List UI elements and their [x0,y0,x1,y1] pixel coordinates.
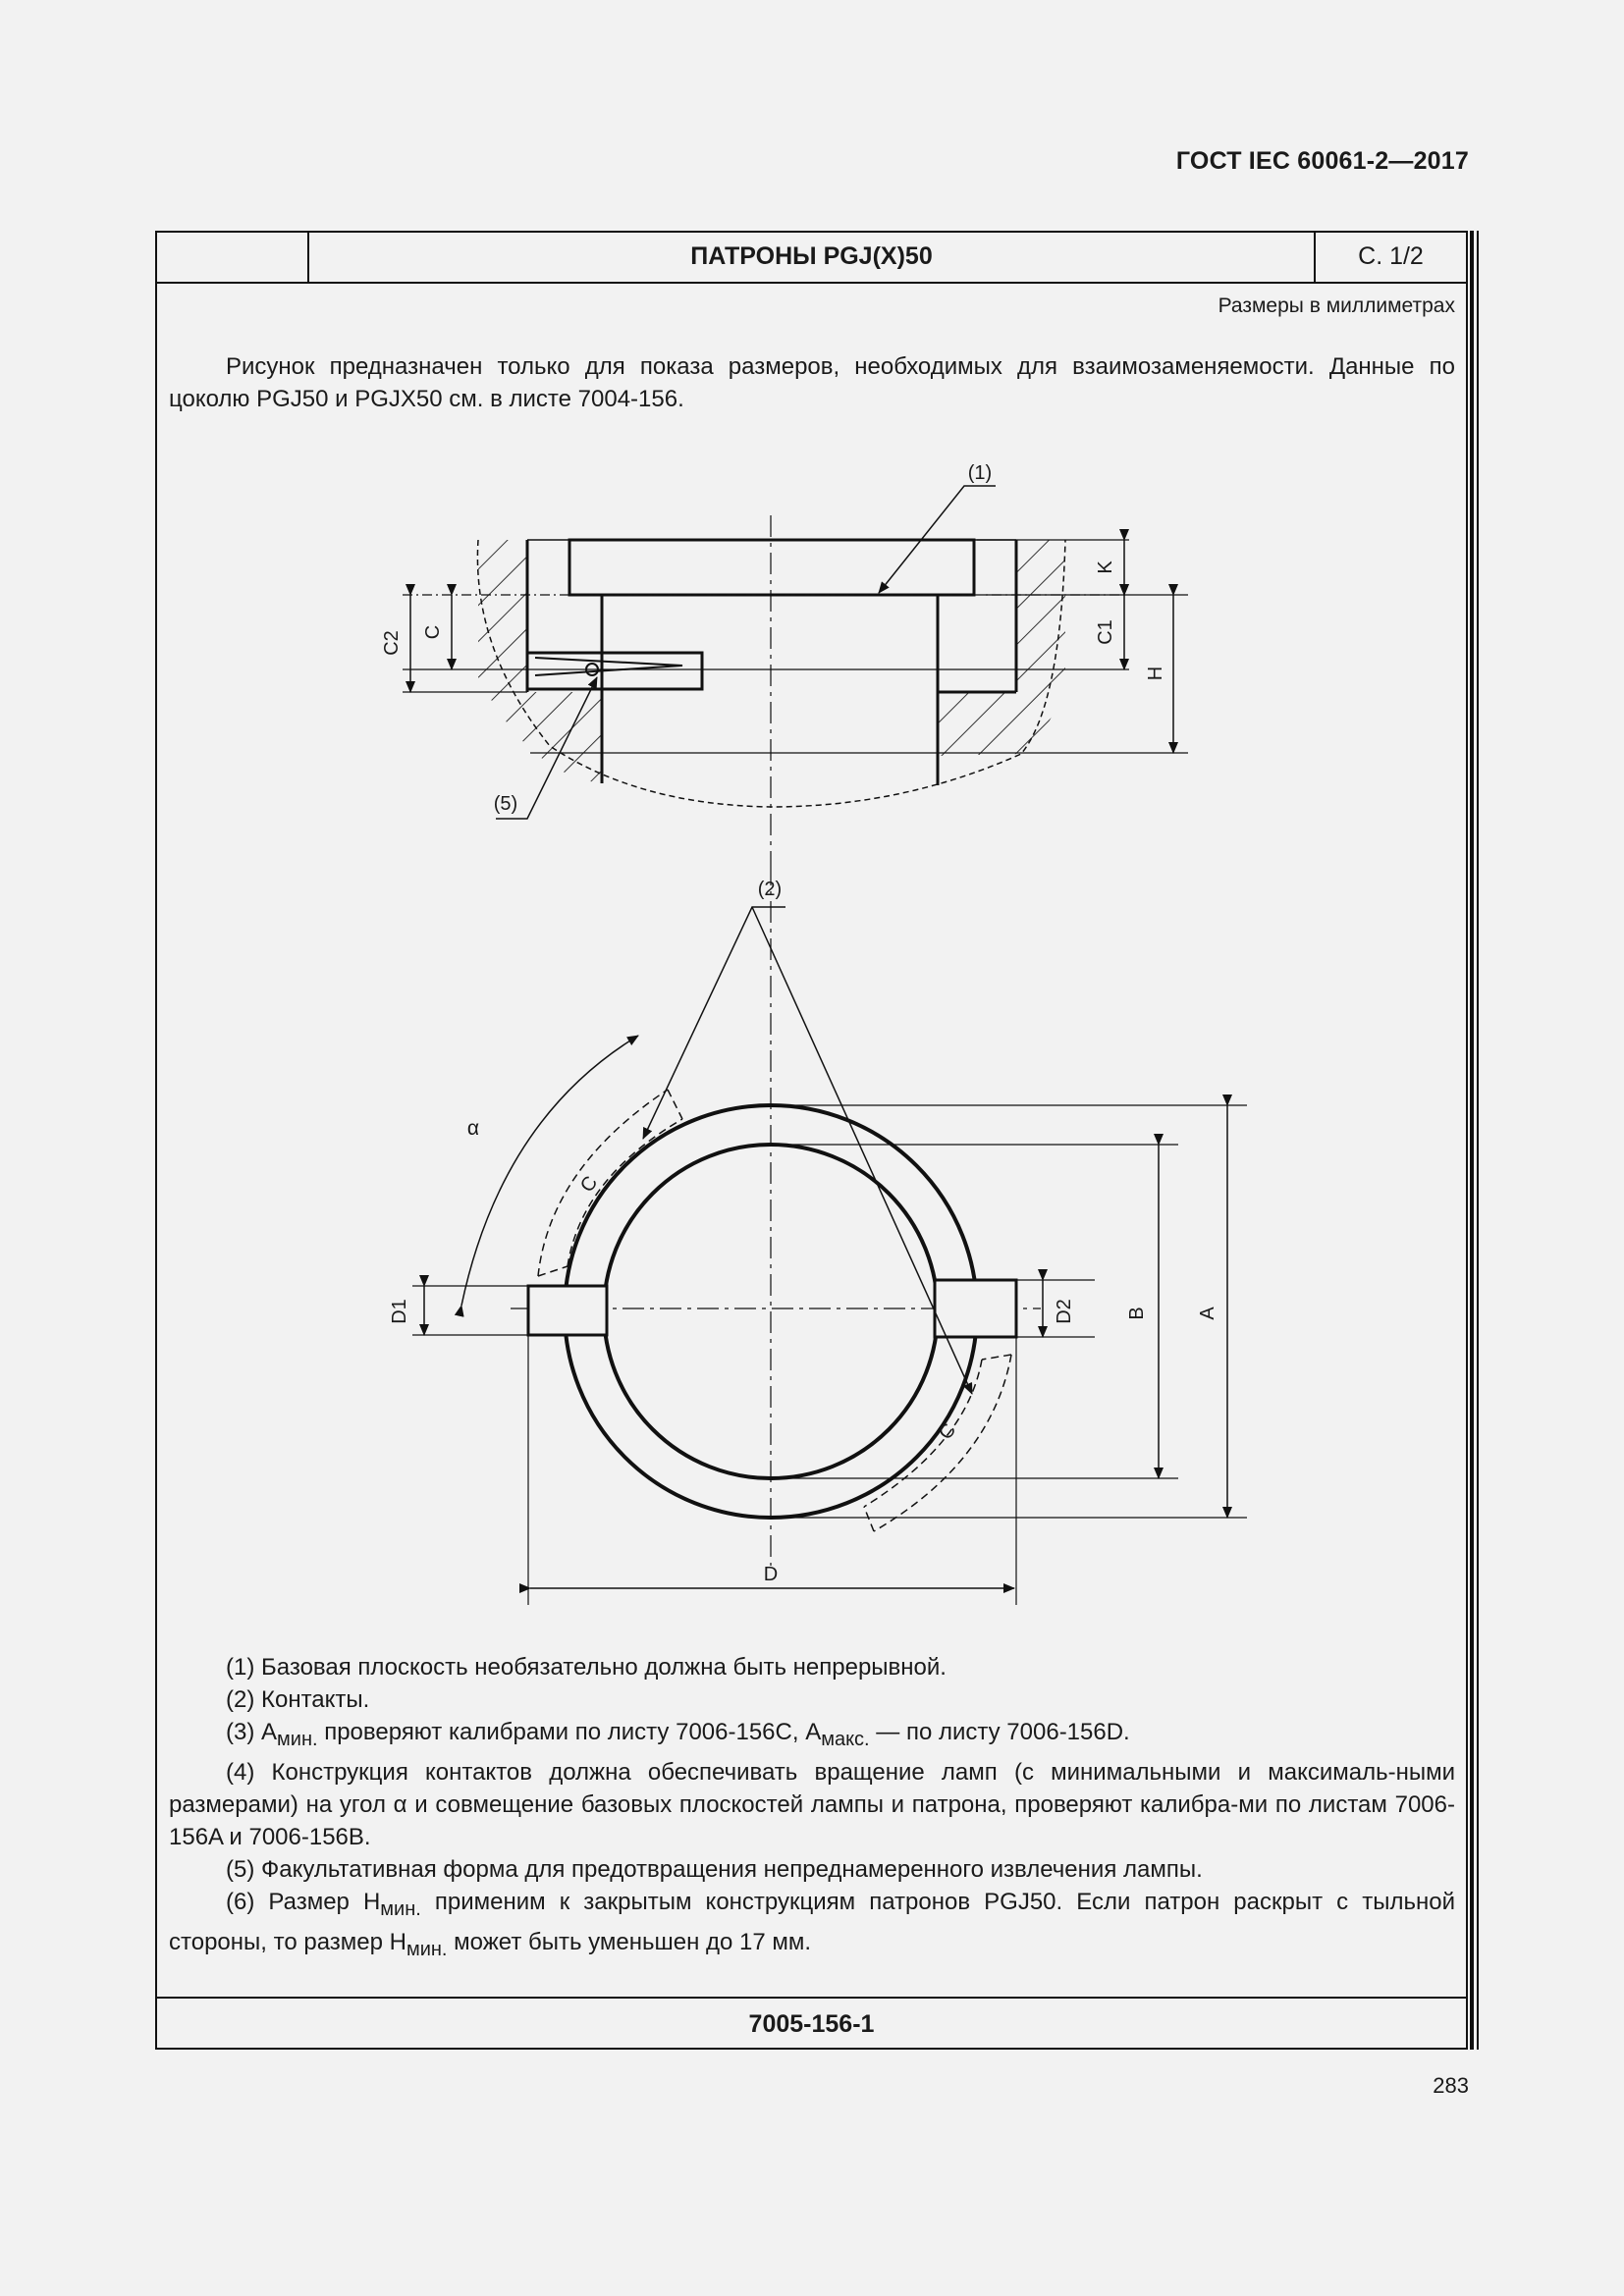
dim-C-label: C [422,624,444,640]
section-view [403,486,1188,864]
arc-C-upper-label: C [575,1172,603,1197]
dim-H-label: H [1145,666,1166,681]
callout-5: (5) [493,793,518,815]
note-5: (5) Факультативная форма для предотвращения непреднамеренного извлечения лампы. [226,1855,1203,1883]
dim-B-label: B [1126,1307,1148,1320]
note-2: (2) Контакты. [226,1686,370,1713]
sheet-number: 7005-156-1 [155,1997,1468,2050]
dim-D-label: D [763,1564,779,1585]
arc-C-lower-label: C [934,1419,961,1444]
sheet-page: С. 1/2 [1358,241,1424,270]
callout-2: (2) [757,879,783,900]
units-note: Размеры в миллиметрах [1218,294,1455,317]
dim-A-label: A [1197,1307,1218,1320]
dim-K-label: K [1095,561,1116,574]
note-6: (6) Размер $H_{мин.}$ применим к закрытым конструкциям патронов PGJ50. Если патрон раскрыт с тыльной стороны, то размер $H_{мин.}$ может быть уменьшен до 17 мм. [169,1888,1455,1960]
sheet-title: ПАТРОНЫ PGJ(X)50 [309,231,1316,282]
note-4: (4) Конструкция контактов должна обеспечивать вращение ламп (с минимальными и максималь-ными размерами) на угол α и совмещение базовых плоскостей лампы и патрона, проверяют калибра-ми по листам 7006-156A и 7006-156B. [169,1758,1455,1850]
note-3: (3) $А_{мин.}$ проверяют калибрами по листу 7006-156C, $А_{макс.}$ — по листу 7006-156D. [226,1719,1130,1750]
notes-list [169,1651,1455,1965]
note-1: (1) Базовая плоскость необязательно должна быть непрерывной. [226,1654,947,1681]
dim-C1-label: C1 [1095,619,1116,645]
dim-D2-label: D2 [1054,1299,1075,1324]
dim-C2-label: C2 [381,630,403,656]
plan-view [412,864,1247,1605]
page-number: 283 [1433,2073,1469,2098]
alpha-label: α [466,1117,480,1140]
dim-D1-label: D1 [389,1299,410,1324]
callout-1: (1) [967,462,993,484]
standard-designation: ГОСТ IEC 60061-2—2017 [1175,147,1469,175]
intro-text: Рисунок предназначен только для показа размеров, необходимых для взаимозаменяемости. Данные по цоколю PGJ50 и PGJX50 см. в листе 7004-156. [169,353,1455,412]
